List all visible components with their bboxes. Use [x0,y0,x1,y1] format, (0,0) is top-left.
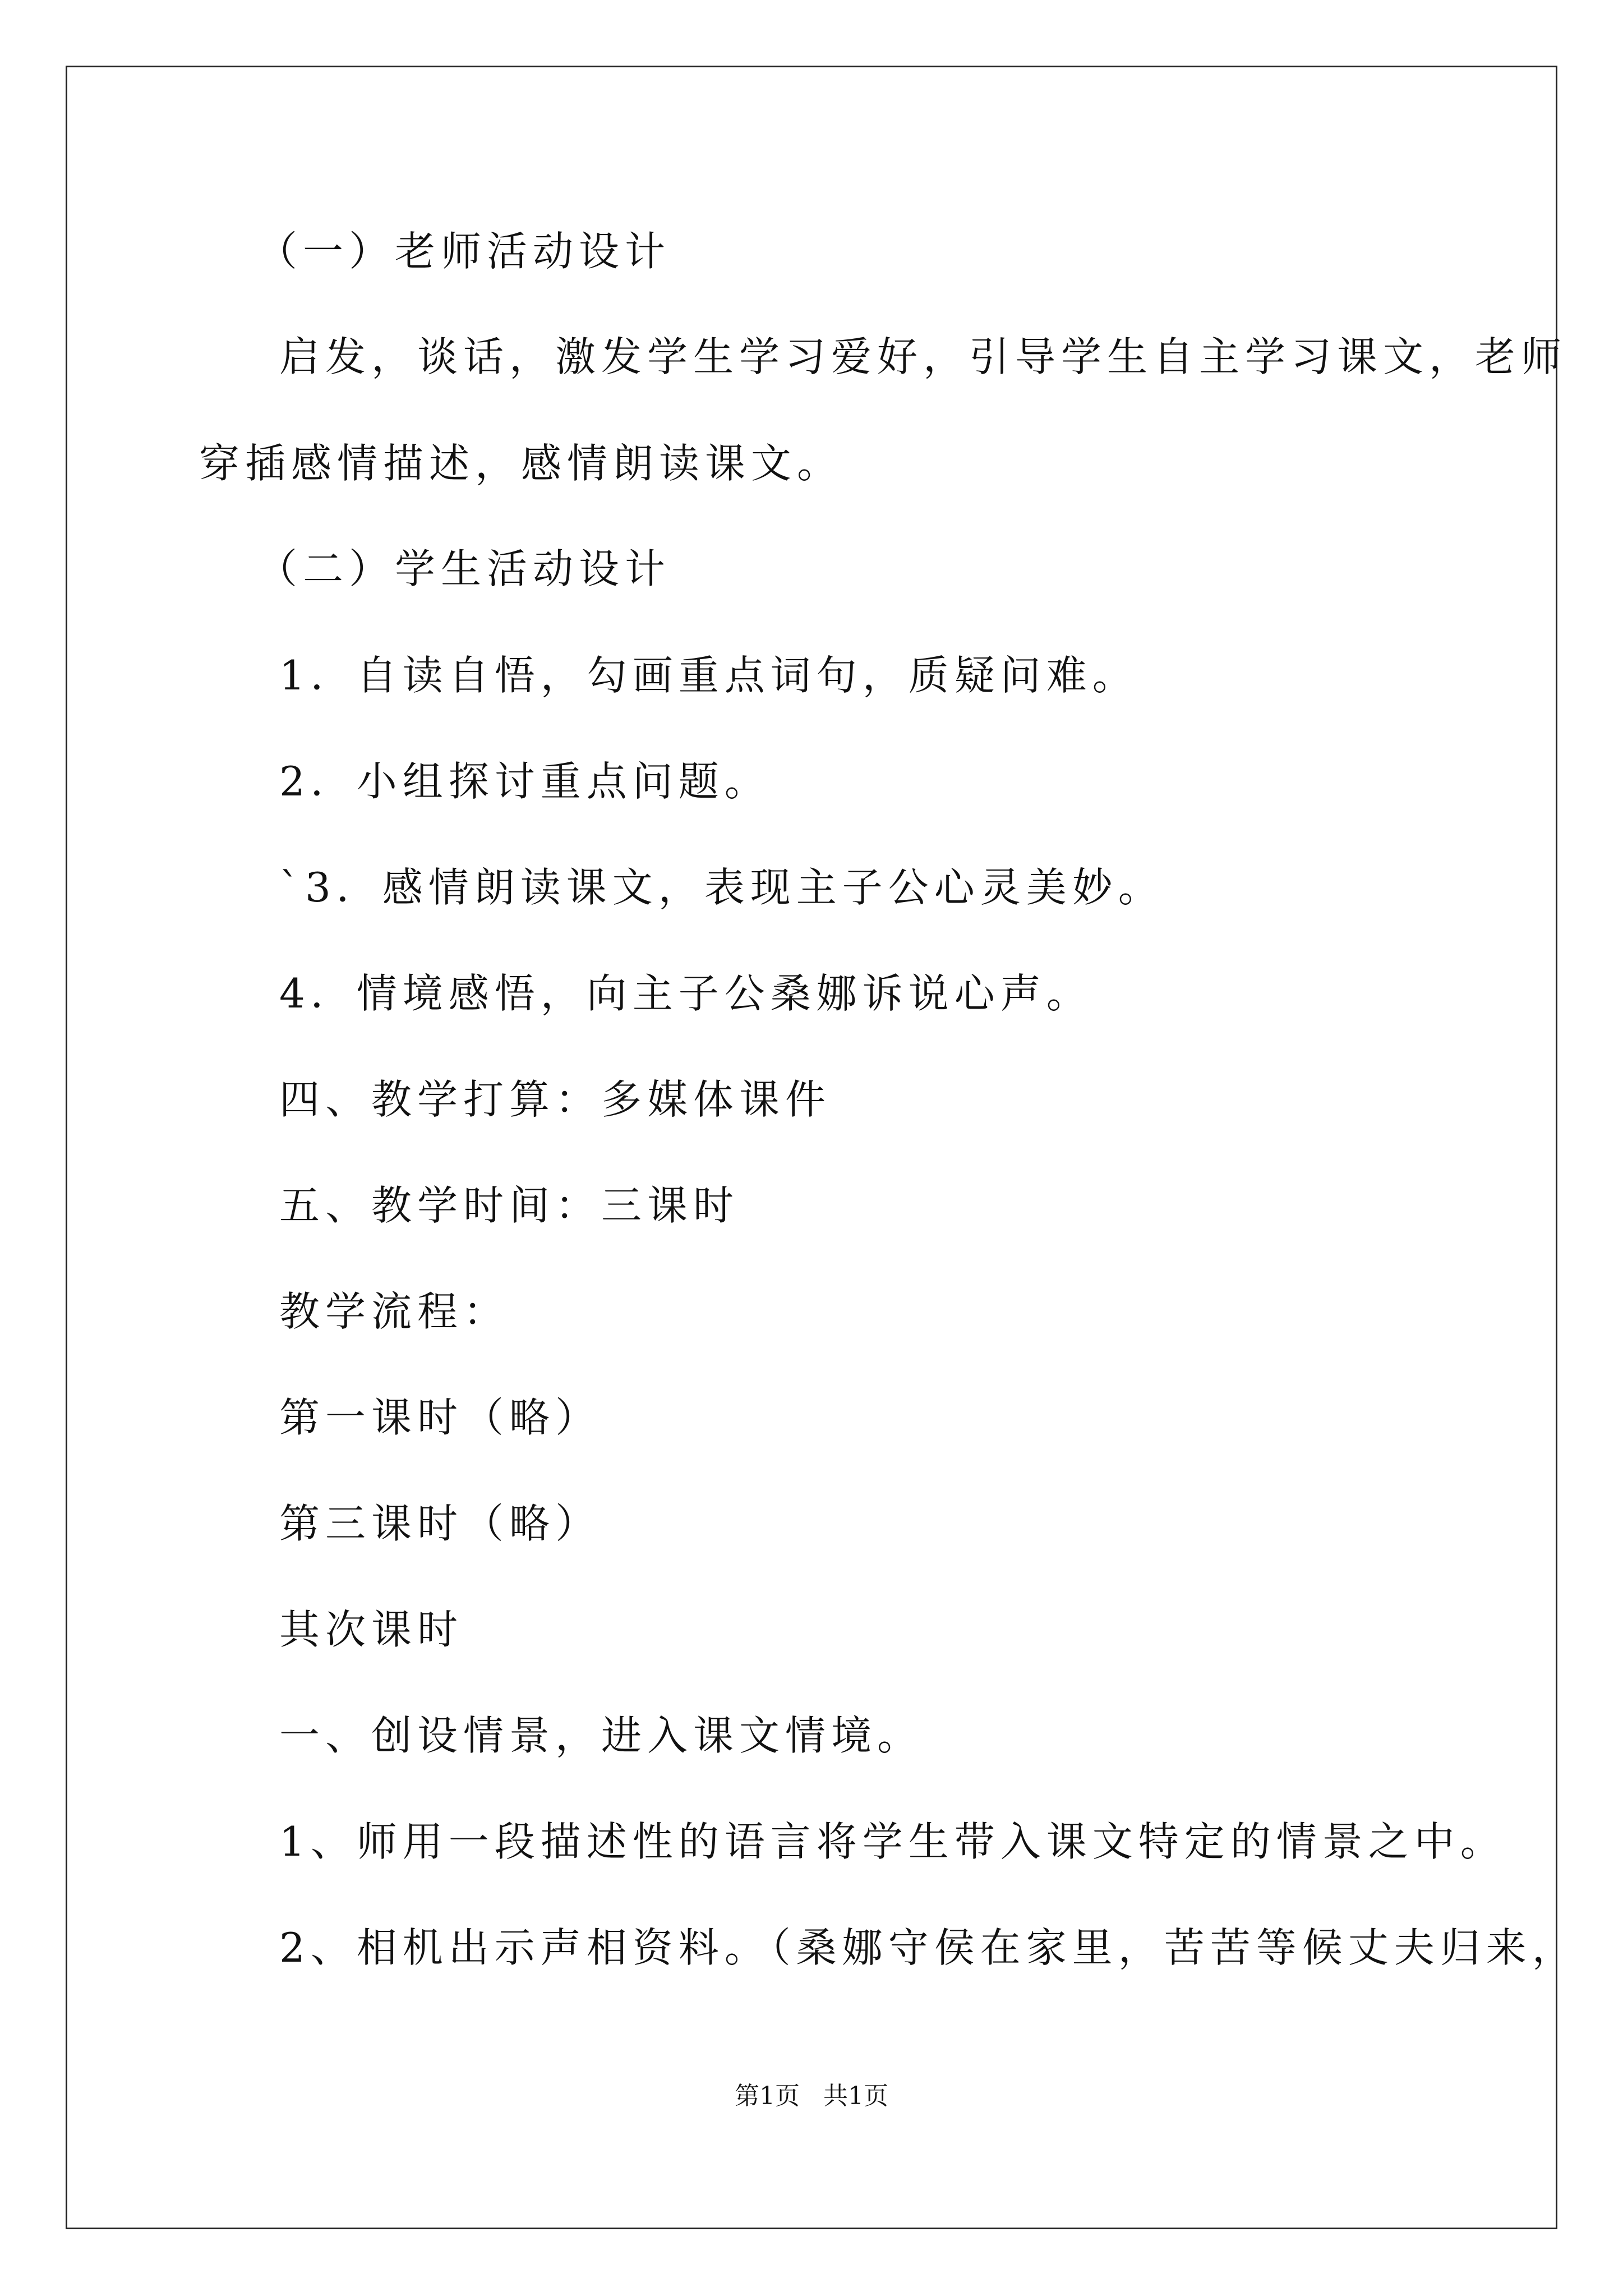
list-item: 1．自读自悟，勾画重点词句，质疑问难。 [279,652,1138,699]
list-item: 1、师用一段描述性的语言将学生带入课文特定的情景之中。 [279,1818,1506,1865]
list-item: `3．感情朗读课文，表现主子公心灵美妙。 [279,864,1164,911]
lesson-line: 第三课时（略） [279,1500,602,1547]
section-heading: 四、教学打算：多媒体课件 [279,1076,832,1123]
heading-teacher-activity: （一）老师活动设计 [257,228,671,275]
heading-student-activity: （二）学生活动设计 [257,545,671,592]
section-heading: 一、创设情景，进入课文情境。 [279,1712,924,1759]
lesson-line: 其次课时 [279,1606,464,1653]
page-number-footer: 第1页 共1页 [735,2082,888,2110]
paragraph-line: 启发，谈话，激发学生学习爱好，引导学生自主学习课文，老师 [279,333,1567,380]
page-border [66,66,1557,2229]
list-item: 4．情境感悟，向主子公桑娜诉说心声。 [279,970,1092,1017]
section-heading: 教学流程： [279,1288,510,1335]
lesson-line: 第一课时（略） [279,1394,602,1441]
section-heading: 五、教学时间：三课时 [279,1182,740,1229]
list-item: 2、相机出示声相资料。（桑娜守侯在家里，苦苦等候丈夫归来， [279,1924,1578,1971]
paragraph-line: 穿插感情描述，感情朗读课文。 [199,440,843,487]
list-item: 2．小组探讨重点问题。 [279,758,771,805]
